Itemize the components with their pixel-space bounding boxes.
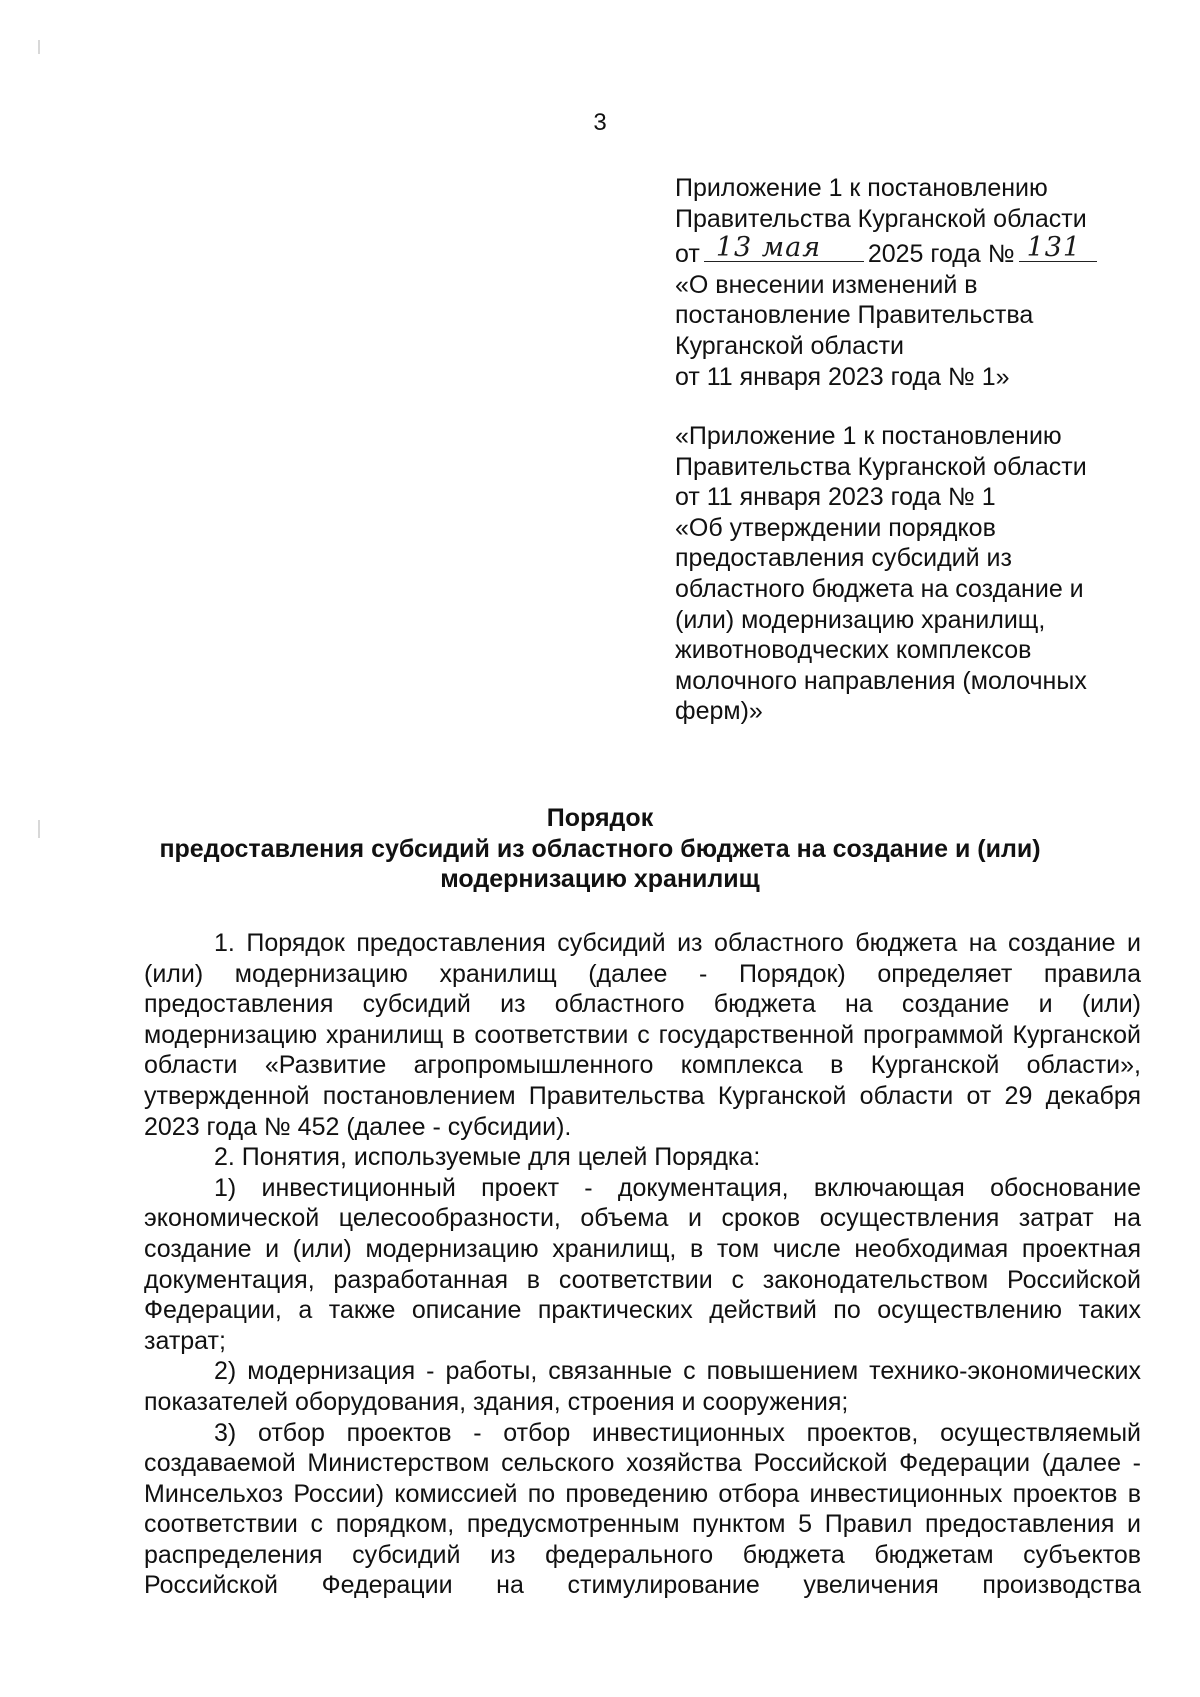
appendix-original-line: от 11 января 2023 года № 1 [675,483,996,512]
appendix-original-line: молочного направления (молочных [675,666,1087,695]
scan-edge-mark [38,40,40,54]
body-paragraph: 2. Понятия, используемые для целей Порядка: [214,1143,761,1172]
year-text: 2025 года № [867,240,1015,269]
appendix-original-line: животноводческих комплексов [675,636,1032,665]
appendix-header-line: от 11 января 2023 года № 1» [675,362,1010,391]
appendix-original-line: «Об утверждении порядков [675,513,996,542]
body-paragraph: 1. Порядок предоставления субсидий из областного бюджета на создание и (или) модернизацию хранилищ (далее - Порядок) определяет правила предоставления субсидий из областного бюджета на создание и (или) модернизацию хранилищ в соответствии с государственной программой Курганской области «Развитие агропромышленного комплекса в Курганской области», утвержденной постановлением Правительства Курганской области от 29 декабря 2023 года № 452 (далее - субсидии). [144,929,1141,1141]
body-paragraph: 3) отбор проектов - отбор инвестиционных проектов, осуществляемый создаваемой Министерством сельского хозяйства Российской Федерации (далее - Минсельхоз России) комиссией по проведению отбора инвестиционных проектов в соответствии с порядком, предусмотренным пунктом 5 Правил предоставления и распределения субсидий из федерального бюджета бюджетам субъектов Российской Федерации на стимулирование увеличения производства [144,1418,1141,1600]
appendix-header-line: «О внесении изменений в [675,270,978,299]
appendix-header-line: Приложение 1 к постановлению [675,174,1048,202]
title-line: Порядок [546,804,654,832]
page-number: 3 [593,109,607,136]
appendix-original-line: областного бюджета на создание и [675,574,1084,603]
appendix-original-line: Правительства Курганской области [675,452,1087,481]
appendix-original [675,421,1145,727]
title-line: модернизацию хранилищ [440,865,760,894]
body-paragraph: 1) инвестиционный проект - документация, включающая обоснование экономической целесообразности, объема и сроков осуществления затрат на создание и (или) модернизацию хранилищ, в том числе необходимая проектная документация, разработанная в соответствии с законодательством Российской Федерации, а также описание практических действий по осуществлению таких затрат; [144,1173,1141,1355]
title-line: предоставления субсидий из областного бюджета на создание и (или) [159,834,1041,863]
appendix-original-line: ферм)» [675,697,763,726]
date-prefix: от [675,240,700,269]
document-body [144,928,1141,1601]
appendix-original-line: (или) модернизацию хранилищ, [675,605,1046,634]
handwritten-number-field [1019,231,1097,263]
appendix-header-line: Правительства Курганской области [675,204,1087,233]
handwritten-date-field [704,231,864,263]
appendix-date-line [675,231,1145,270]
handwritten-number: 131 [1026,231,1082,263]
appendix-header-line: Курганской области [675,331,905,360]
document-title [0,803,1200,895]
appendix-header [675,173,1145,392]
handwritten-date: 13 мая [715,231,822,263]
appendix-header-line: постановление Правительства [675,301,1034,330]
body-paragraph: 2) модернизация - работы, связанные с повышением технико-экономических показателей оборудования, здания, строения и сооружения; [144,1357,1141,1416]
appendix-original-line: «Приложение 1 к постановлению [675,422,1062,450]
appendix-original-line: предоставления субсидий из [675,544,1012,573]
